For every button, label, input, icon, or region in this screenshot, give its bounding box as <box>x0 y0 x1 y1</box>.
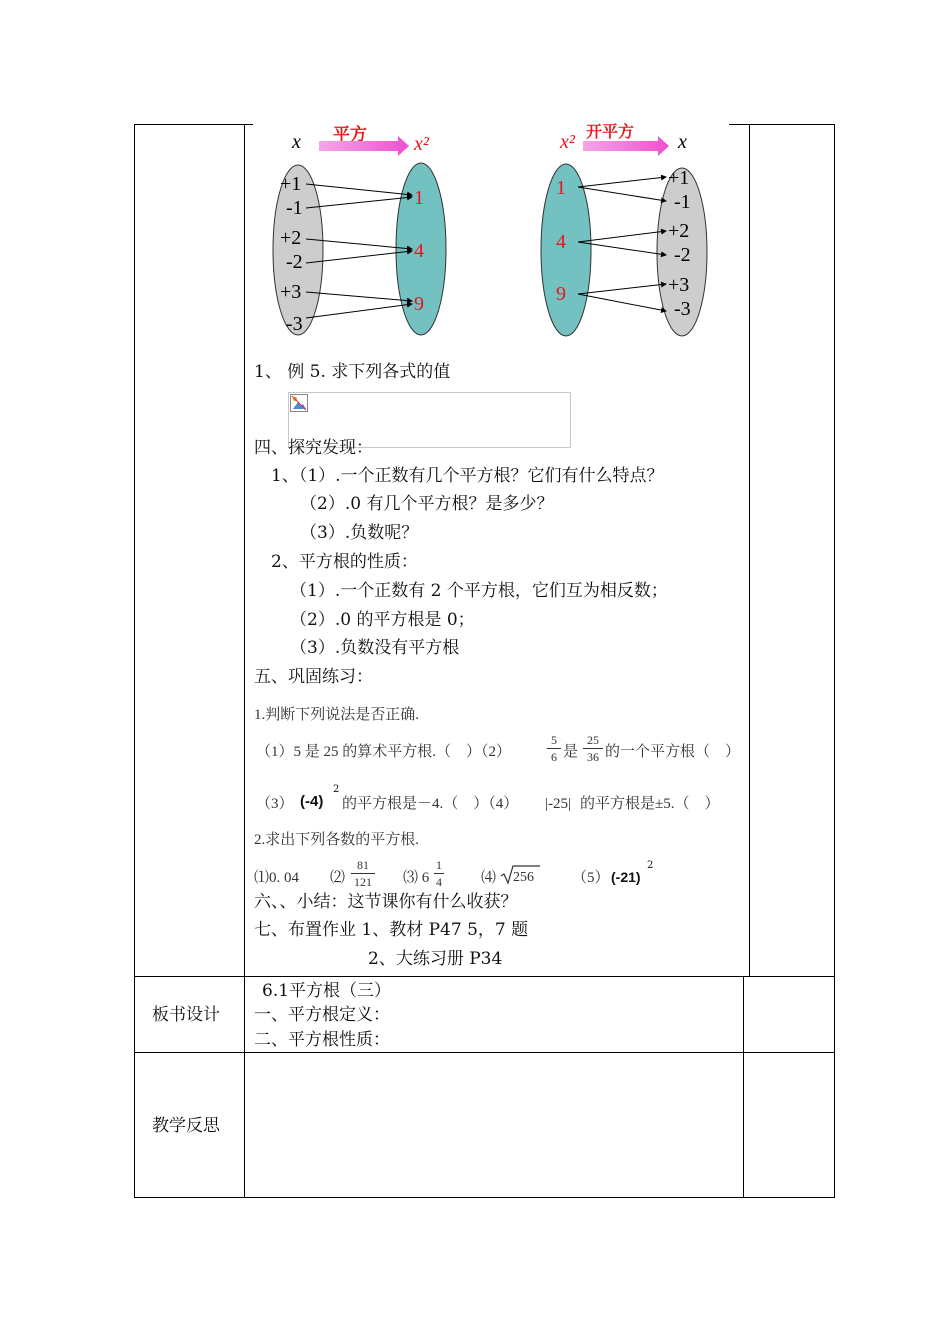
exercise1-line1-mid: 是 <box>563 744 579 760</box>
exercise1-line2-start: （3） <box>256 796 294 812</box>
right-arrow-label: 开平方 <box>586 124 635 141</box>
abs-neg25: |-25| <box>545 796 572 812</box>
reflection-label: 教学反思 <box>152 1116 220 1136</box>
square-mapping-diagram <box>0 0 950 350</box>
left-item-m2: -2 <box>286 251 303 273</box>
sqrt-radicand: 256 <box>513 870 534 885</box>
property-heading: 2、平方根的性质： <box>271 552 418 572</box>
left-item-m3: -3 <box>286 313 303 335</box>
neg21-paren: (-21) <box>611 869 641 885</box>
exercise2-item2: ⑵ <box>330 870 346 886</box>
neg4-exponent: 2 <box>333 784 340 795</box>
left-item-p3: +3 <box>280 281 302 303</box>
board-line1: 一、平方根定义： <box>254 1005 390 1025</box>
left-top-x: x <box>292 131 301 153</box>
section6-summary: 六、、小结：这节课你有什么收获？ <box>254 892 518 912</box>
right-item-m2: -2 <box>674 244 691 266</box>
left-item-1: 1 <box>414 187 424 209</box>
section4-heading: 四、探究发现： <box>254 438 373 458</box>
left-top-x2: x² <box>414 133 429 155</box>
exercise1-title: 1.判断下列说法是否正确. <box>254 707 420 723</box>
right-item-1: 1 <box>556 177 566 199</box>
property-2: （2）.0 的平方根是 0； <box>290 610 475 630</box>
exercise2-item3: ⑶ 6 <box>403 870 430 886</box>
right-item-4: 4 <box>556 231 566 253</box>
board-title: 6.1平方根（三） <box>262 981 392 1001</box>
exercise2-item4: ⑷ <box>481 870 497 886</box>
row-divider-2 <box>134 1052 835 1053</box>
fraction-81-121: 81 121 <box>351 858 375 889</box>
exercise2-item1: ⑴0. 04 <box>254 870 300 886</box>
board-line2: 二、平方根性质： <box>254 1030 390 1050</box>
exercise1-line2-mid: 的平方根是－4.（ ）（4） <box>342 796 519 812</box>
exercise2-title: 2.求出下列各数的平方根. <box>254 832 420 848</box>
exercise1-line1-end: 的一个平方根（ ） <box>605 744 741 760</box>
left-diagram <box>273 124 446 335</box>
exercise1-line1-start: （1）5 是 25 的算术平方根.（ ）（2） <box>256 744 512 760</box>
right-item-m3: -3 <box>674 298 691 320</box>
section7-homework: 七、布置作业 1、教材 P47 5，7 题 <box>254 920 529 940</box>
left-item-4: 4 <box>414 240 424 262</box>
col-divider-2-bottom <box>743 976 744 1198</box>
table-border-bottom <box>134 1197 835 1198</box>
question-2: （2）.0 有几个平方根？是多少？ <box>300 494 554 514</box>
left-item-9: 9 <box>414 293 424 315</box>
left-arrow-label: 平方 <box>333 125 367 144</box>
property-1: （1）.一个正数有 2 个平方根，它们互为相反数； <box>290 581 668 601</box>
homework-item2: 2、大练习册 P34 <box>368 949 503 969</box>
example-heading: 1、 例 5. 求下列各式的值 <box>254 362 451 382</box>
question-3: （3）.负数呢？ <box>300 523 419 543</box>
exercise2-item5: （5） <box>572 870 610 886</box>
fraction-5-6: 5 6 <box>547 733 561 764</box>
right-top-x2: x² <box>560 131 575 153</box>
board-label: 板书设计 <box>152 1005 220 1025</box>
section5-heading: 五、巩固练习： <box>254 667 373 687</box>
fraction-1-4: 1 4 <box>436 858 442 889</box>
left-item-p1: +1 <box>280 173 302 195</box>
left-item-m1: -1 <box>286 197 303 219</box>
right-item-p1: +1 <box>668 167 690 189</box>
row-divider-1 <box>134 976 835 977</box>
left-item-p2: +2 <box>280 227 302 249</box>
right-item-p3: +3 <box>668 274 690 296</box>
right-item-m1: -1 <box>674 191 691 213</box>
right-diagram <box>541 122 707 336</box>
right-item-9: 9 <box>556 283 566 305</box>
right-top-x: x <box>678 131 687 153</box>
neg21-exponent: 2 <box>647 860 654 871</box>
neg4-paren: (-4) <box>300 793 324 810</box>
fraction-25-36: 25 36 <box>583 733 603 764</box>
right-item-p2: +2 <box>668 220 690 242</box>
property-3: （3）.负数没有平方根 <box>290 638 460 658</box>
broken-image-icon <box>290 394 308 412</box>
right-teal-ellipse <box>541 164 591 336</box>
question-1: 1、（1）.一个正数有几个平方根？它们有什么特点？ <box>271 466 664 486</box>
exercise1-line2-end: 的平方根是±5.（ ） <box>580 796 720 812</box>
